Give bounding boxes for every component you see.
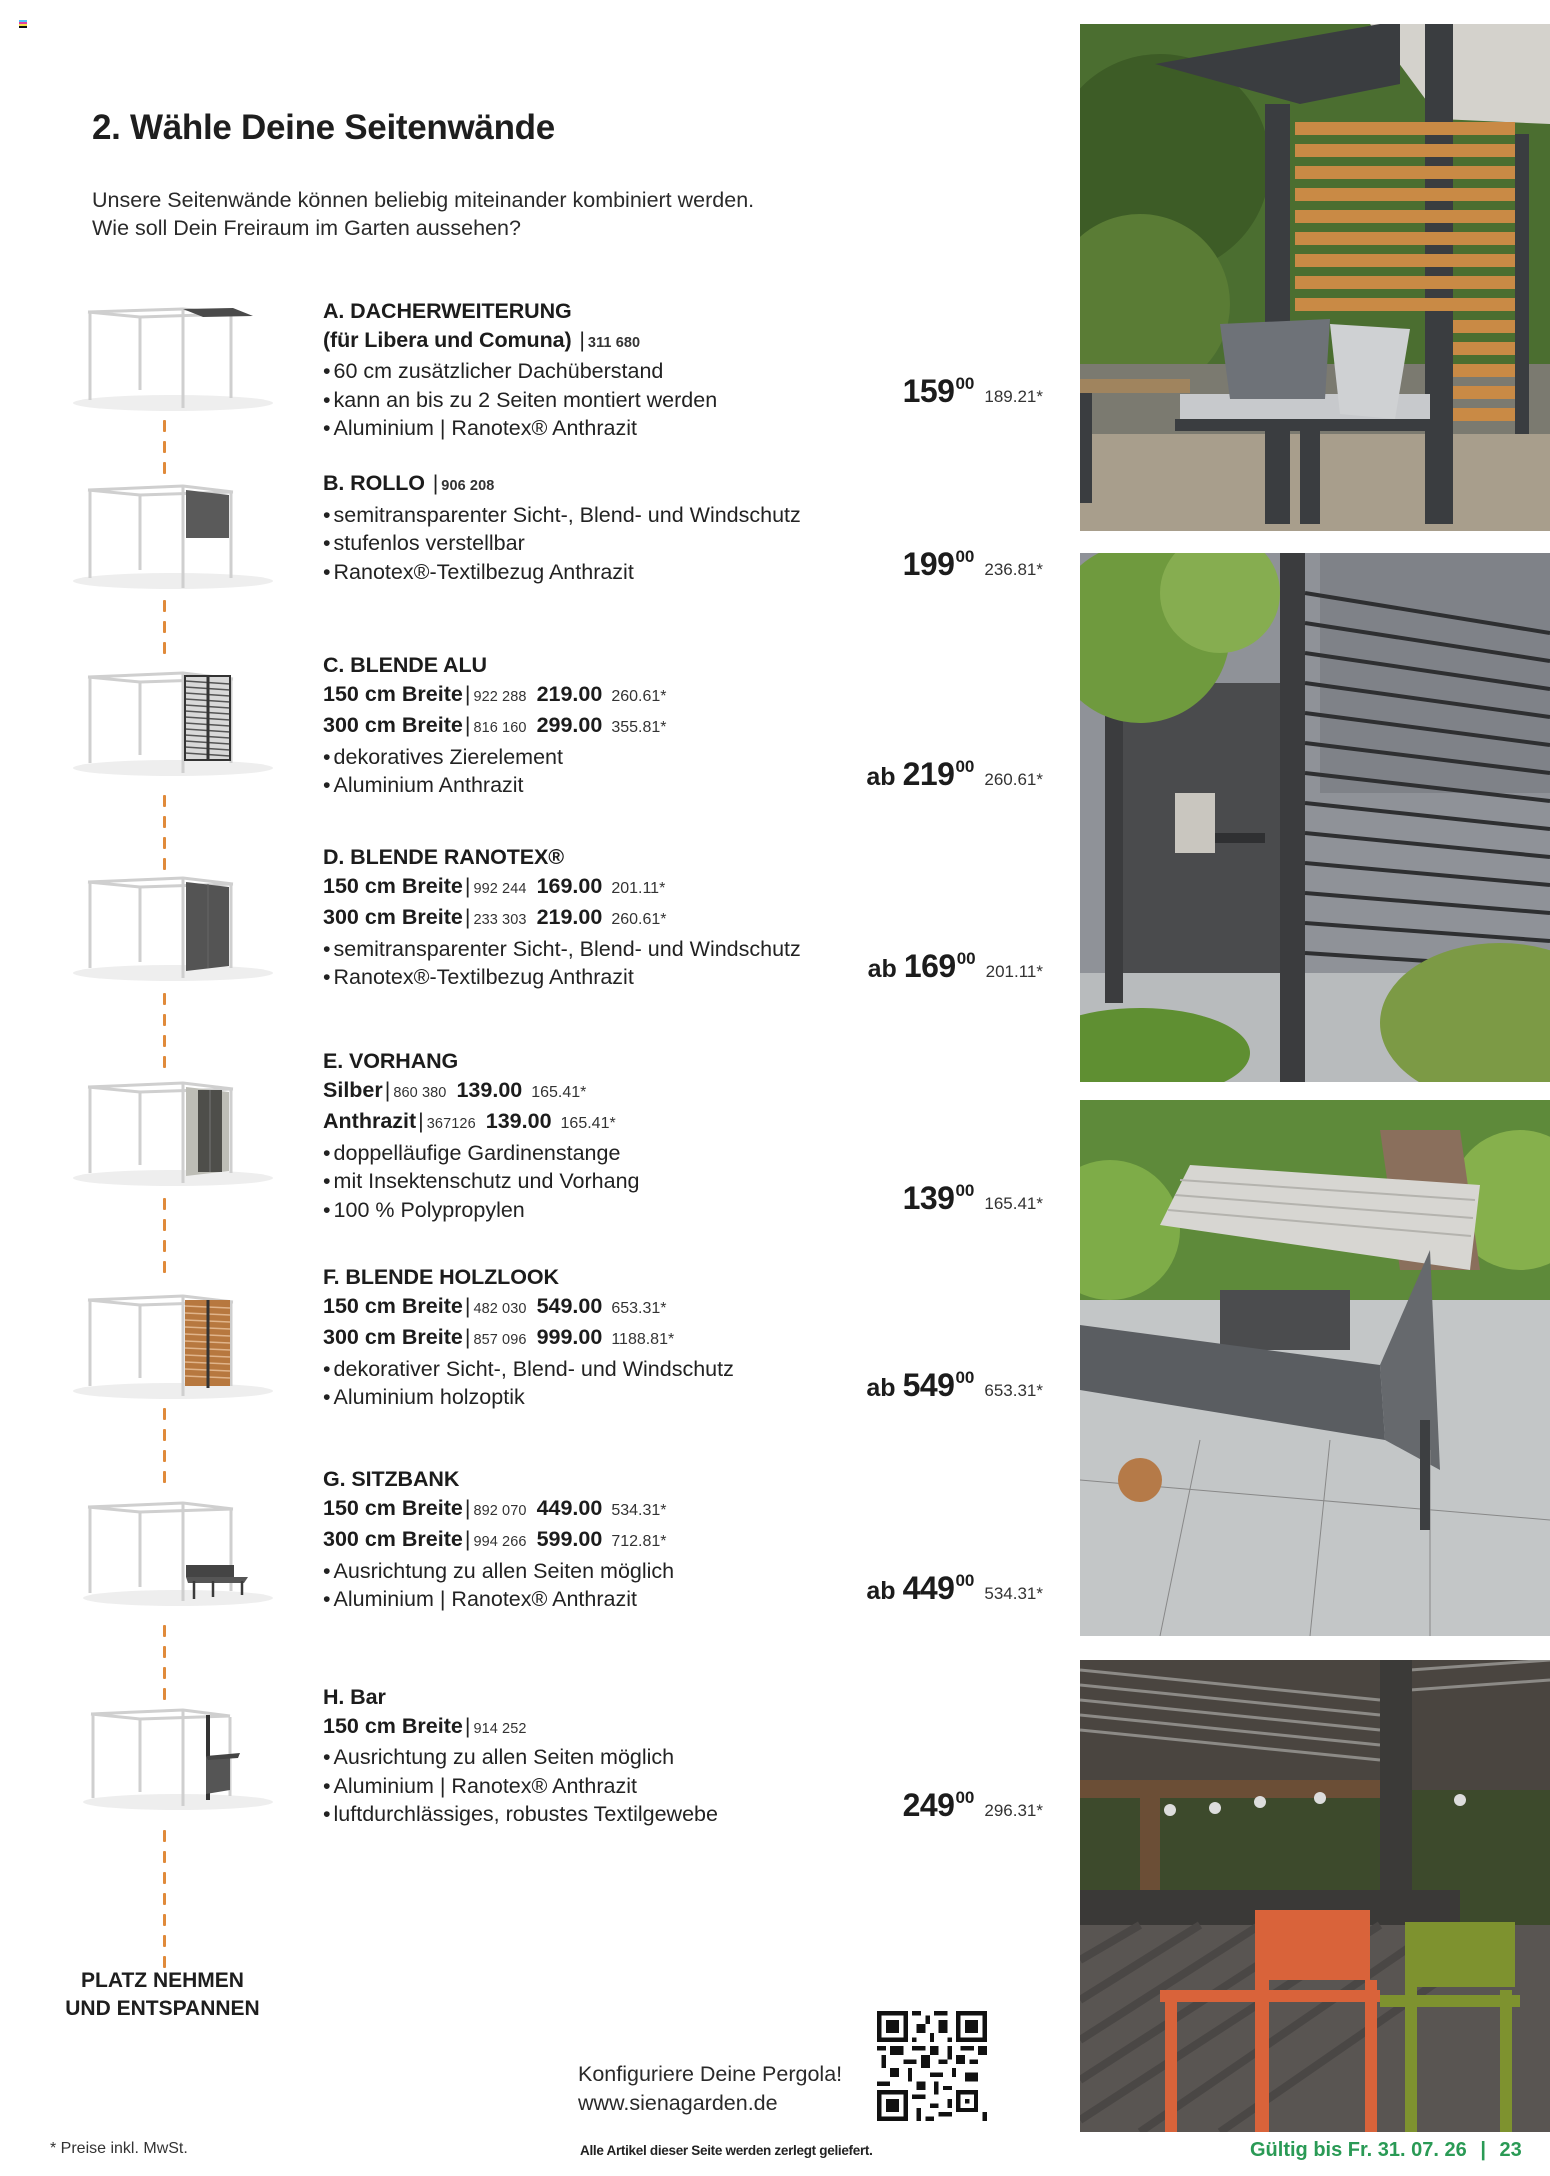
feature-bullet: • doppelläufige Gardinenstange: [323, 1139, 1043, 1168]
variant-gross-price: 355.81*: [611, 719, 667, 736]
validity-and-page-number: [1250, 2139, 1522, 2162]
feature-bullet: • Ausrichtung zu allen Seiten möglich: [323, 1743, 1043, 1772]
article-number: 816 160: [473, 720, 527, 736]
website-link[interactable]: www.sienagarden.de: [578, 2091, 778, 2115]
item-subheading-text: (für Libera und Comuna): [323, 327, 572, 352]
price-cents: 00: [955, 1181, 975, 1200]
photo-aerial-pergola-terrace: [1080, 1100, 1550, 1636]
price-tag: [868, 948, 1043, 985]
item-heading: F. BLENDE HOLZLOOK: [323, 1265, 559, 1289]
dashed-connector: [163, 1625, 167, 1709]
variant-label: 300 cm Breite: [323, 905, 463, 929]
price-main: 139: [902, 1180, 955, 1216]
price-tag: [903, 546, 1043, 583]
qr-code-icon[interactable]: [877, 2011, 987, 2121]
page-title: 2. Wähle Deine Seitenwände: [92, 108, 555, 147]
variant-label: 300 cm Breite: [323, 1527, 463, 1551]
feature-bullet: • stufenlos verstellbar: [323, 529, 1043, 558]
tagline-line: PLATZ NEHMEN: [81, 1969, 244, 1992]
variant-row: 300 cm Breite| 857 096 999.00 1188.81*: [323, 1325, 675, 1349]
item-heading: G. SITZBANK: [323, 1467, 460, 1491]
tagline-line: UND ENTSPANNEN: [65, 1997, 260, 2020]
price-gross: 165.41*: [984, 1194, 1043, 1213]
price-gross: 189.21*: [984, 387, 1043, 406]
item-heading: H. Bar: [323, 1685, 386, 1709]
dashed-connector: [163, 420, 167, 483]
article-number: 857 096: [473, 1332, 527, 1348]
price-cents: 00: [956, 949, 976, 968]
price-prefix: ab: [866, 763, 896, 791]
product-item-bar: [323, 1683, 1043, 1829]
item-heading-text: B. ROLLO: [323, 471, 425, 495]
price-prefix: ab: [866, 1374, 896, 1402]
page-number: 23: [1499, 2139, 1522, 2161]
feature-bullet: • kann an bis zu 2 Seiten montiert werden: [323, 386, 1043, 415]
variant-row: 150 cm Breite| 482 030 549.00 653.31*: [323, 1293, 667, 1318]
price-cents: 00: [955, 1788, 975, 1807]
price-prefix: ab: [867, 955, 897, 983]
feature-bullet: • Aluminium holzoptik: [323, 1383, 1043, 1412]
article-number: 994 266: [473, 1534, 527, 1550]
pergola-alu-louvre-panel-icon: [58, 665, 278, 785]
configurator-headline: Konfiguriere Deine Pergola!: [578, 2062, 843, 2086]
variant-price: 169.00: [536, 873, 603, 898]
photo-dining-area-with-roller-blind: [1080, 553, 1550, 1082]
intro-text: [92, 186, 852, 242]
feature-bullet: • Aluminium | Ranotex® Anthrazit: [323, 414, 1043, 443]
variant-gross-price: 1188.81*: [611, 1331, 675, 1348]
pergola-curtain-icon: [58, 1075, 278, 1195]
price-cents: 00: [955, 547, 975, 566]
feature-bullet: • Ranotex®-Textilbezug Anthrazit: [323, 963, 1043, 992]
article-number: 922 288: [473, 688, 527, 705]
price-cents: 00: [955, 1368, 975, 1387]
intro-line: Unsere Seitenwände können beliebig miteinander kombiniert werden.: [92, 188, 755, 212]
dashed-connector: [163, 1830, 167, 1977]
variant-gross-price: 534.31*: [611, 1501, 667, 1519]
variant-price: 599.00: [536, 1527, 603, 1551]
variant-label: 150 cm Breite: [323, 1495, 463, 1520]
photo-bench-with-wood-look-panel: [1080, 24, 1550, 531]
price-gross: 534.31*: [984, 1584, 1043, 1603]
price-main: 549: [902, 1367, 955, 1403]
variant-row: 150 cm Breite| 922 288 219.00 260.61*: [323, 681, 667, 706]
price-tag: [903, 1787, 1043, 1824]
price-main: 199: [902, 546, 955, 582]
article-number: 906 208: [441, 478, 495, 494]
pergola-bench-icon: [58, 1495, 278, 1615]
variant-price: 139.00: [456, 1077, 523, 1102]
configurator-promo: [578, 2060, 842, 2118]
feature-bullet: • Ranotex®-Textilbezug Anthrazit: [323, 558, 1043, 587]
product-item-vorhang: [323, 1047, 1043, 1224]
variant-row: Anthrazit| 367126 139.00 165.41*: [323, 1109, 616, 1133]
feature-bullet: • luftdurchlässiges, robustes Textilgewebe: [323, 1800, 1043, 1829]
price-gross: 296.31*: [984, 1801, 1043, 1820]
variant-price: 219.00: [536, 905, 603, 929]
product-item-dacherweiterung: [323, 297, 1043, 443]
feature-bullet: • Ausrichtung zu allen Seiten möglich: [323, 1557, 1043, 1586]
variant-gross-price: 165.41*: [560, 1115, 616, 1132]
product-item-blende-holzlook: [323, 1263, 1043, 1412]
article-number: 892 070: [473, 1502, 527, 1519]
variant-price: 449.00: [536, 1495, 603, 1520]
item-heading: C. BLENDE ALU: [323, 653, 487, 677]
price-tag: [866, 756, 1043, 793]
feature-bullet: • dekorativer Sicht-, Blend- und Windschutz: [323, 1355, 1043, 1384]
price-cents: 00: [955, 374, 975, 393]
variant-gross-price: 201.11*: [611, 879, 666, 897]
variant-label: 150 cm Breite: [323, 1293, 463, 1318]
item-heading: A. DACHERWEITERUNG: [323, 299, 572, 323]
article-number: 860 380: [393, 1084, 447, 1101]
pergola-roller-blind-icon: [58, 478, 278, 598]
pergola-textile-panel-icon: [58, 870, 278, 990]
delivery-note: Alle Artikel dieser Seite werden zerlegt geliefert.: [580, 2143, 873, 2158]
variant-row: 300 cm Breite| 816 160 299.00 355.81*: [323, 713, 667, 737]
variant-gross-price: 653.31*: [611, 1299, 667, 1317]
dashed-connector: [163, 1408, 167, 1492]
variant-gross-price: 165.41*: [531, 1083, 587, 1101]
feature-bullet: • semitransparenter Sicht-, Blend- und Windschutz: [323, 935, 1043, 964]
separator: |: [1480, 2139, 1486, 2161]
variant-price: 299.00: [536, 713, 603, 737]
variant-label: 150 cm Breite: [323, 873, 463, 898]
variant-gross-price: 260.61*: [611, 911, 667, 928]
price-tag: [866, 1367, 1043, 1404]
price-main: 249: [902, 1787, 955, 1823]
variant-row: 150 cm Breite| 992 244 169.00 201.11*: [323, 873, 666, 898]
price-main: 159: [902, 373, 955, 409]
pergola-bar-icon: [58, 1702, 278, 1822]
article-number: 367126: [426, 1116, 476, 1132]
product-item-sitzbank: [323, 1465, 1043, 1614]
dashed-connector: [163, 1198, 167, 1282]
dashed-connector: [163, 993, 167, 1077]
variant-price: 549.00: [536, 1293, 603, 1318]
product-item-blende-ranotex: [323, 843, 1043, 992]
price-prefix: ab: [866, 1577, 896, 1605]
variant-row: 300 cm Breite| 233 303 219.00 260.61*: [323, 905, 667, 929]
dashed-connector: [163, 795, 167, 879]
item-subheading: (für Libera und Comuna) | 311 680: [323, 327, 641, 352]
feature-bullet: • semitransparenter Sicht-, Blend- und Windschutz: [323, 501, 1043, 530]
dashed-connector: [163, 600, 167, 663]
validity-date: Gültig bis Fr. 31. 07. 26: [1250, 2139, 1467, 2161]
variant-label: 150 cm Breite: [323, 1713, 463, 1738]
article-number: 914 252: [473, 1720, 527, 1737]
price-main: 219: [902, 756, 955, 792]
price-gross: 201.11*: [985, 962, 1043, 981]
article-number: 992 244: [473, 880, 527, 897]
photo-bar-with-stools: [1080, 1660, 1550, 2132]
variant-row: 150 cm Breite| 914 252: [323, 1713, 527, 1738]
feature-bullet: • Aluminium Anthrazit: [323, 771, 1043, 800]
price-gross: 653.31*: [984, 1381, 1043, 1400]
price-gross: 260.61*: [984, 770, 1043, 789]
price-tag: [903, 373, 1043, 410]
variant-price: 139.00: [485, 1109, 552, 1133]
variant-price: 999.00: [536, 1325, 603, 1349]
article-number: 233 303: [473, 912, 527, 928]
feature-bullet: • dekoratives Zierelement: [323, 743, 1043, 772]
variant-label: 300 cm Breite: [323, 1325, 463, 1349]
price-footnote: * Preise inkl. MwSt.: [50, 2140, 188, 2157]
feature-bullet: • mit Insektenschutz und Vorhang: [323, 1167, 1043, 1196]
variant-label: 300 cm Breite: [323, 713, 463, 737]
variant-row: 300 cm Breite| 994 266 599.00 712.81*: [323, 1527, 667, 1551]
price-main: 169: [903, 948, 956, 984]
variant-label: Silber: [323, 1077, 383, 1102]
price-tag: [903, 1180, 1043, 1217]
variant-label: Anthrazit: [323, 1109, 417, 1133]
item-heading: D. BLENDE RANOTEX®: [323, 845, 564, 869]
variant-gross-price: 260.61*: [611, 687, 667, 705]
item-heading: B. ROLLO | 906 208: [323, 471, 495, 495]
variant-row: 150 cm Breite| 892 070 449.00 534.31*: [323, 1495, 667, 1520]
pergola-roof-extension-icon: [58, 300, 278, 420]
pergola-wood-look-panel-icon: [58, 1288, 278, 1408]
feature-bullet: • Aluminium | Ranotex® Anthrazit: [323, 1772, 1043, 1801]
variant-label: 150 cm Breite: [323, 681, 463, 706]
print-color-mark: [19, 20, 27, 28]
price-cents: 00: [955, 1571, 975, 1590]
feature-bullet: • Aluminium | Ranotex® Anthrazit: [323, 1585, 1043, 1614]
article-number: 311 680: [587, 334, 641, 351]
product-item-blende-alu: [323, 651, 1043, 800]
intro-line: Wie soll Dein Freiraum im Garten aussehen?: [92, 216, 521, 240]
price-main: 449: [902, 1570, 955, 1606]
article-number: 482 030: [473, 1300, 527, 1317]
tagline: [40, 1967, 285, 2023]
variant-price: 219.00: [536, 681, 603, 706]
variant-gross-price: 712.81*: [611, 1533, 667, 1550]
price-tag: [866, 1570, 1043, 1607]
price-cents: 00: [955, 757, 975, 776]
variant-row: Silber| 860 380 139.00 165.41*: [323, 1077, 587, 1102]
feature-bullet: • 60 cm zusätzlicher Dachüberstand: [323, 357, 1043, 386]
item-heading: E. VORHANG: [323, 1049, 459, 1073]
feature-bullet: • 100 % Polypropylen: [323, 1196, 1043, 1225]
product-item-rollo: [323, 469, 1043, 586]
price-gross: 236.81*: [984, 560, 1043, 579]
